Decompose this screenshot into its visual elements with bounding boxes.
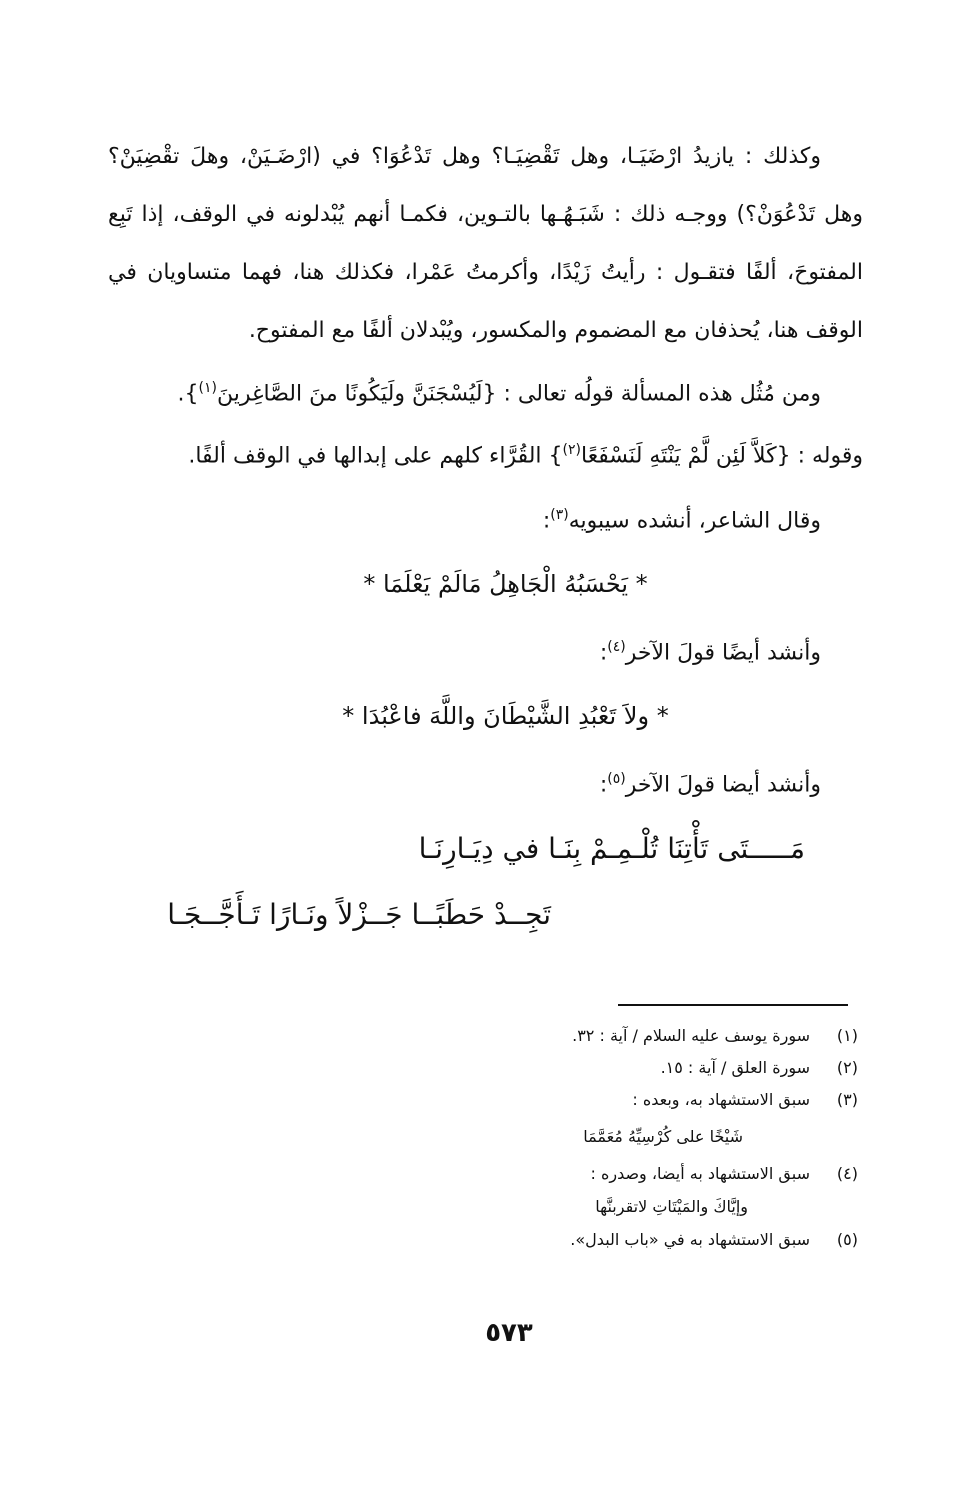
quran-quote-1: ومن مُثُل هذه المسألة قولُه تعالى : {لَيُسْجَنَنَّ ولَيَكُونًا منَ الصَّاغِرينَ	[217, 381, 821, 407]
footnote-3-text: سبق الاستشهاد به، وبعده :	[632, 1090, 810, 1109]
footnote-ref-4: (٤)	[607, 638, 626, 655]
footnote-1	[98, 1020, 858, 1052]
footnote-5	[98, 1224, 858, 1256]
footnote-2-text: سورة العلق / آية : ١٥.	[660, 1058, 810, 1077]
quote-intro-2-text: وأنشد أيضًا قولَ الآخر	[625, 640, 821, 666]
quran-quote-2: وقوله : {كَلاَّ لَئِن لَّمْ يَنْتَهِ لَنَسْفَعًا	[580, 443, 863, 469]
footnote-4	[98, 1158, 858, 1190]
footnote-ref-3: (٣)	[550, 506, 569, 523]
footnote-3-verse: شَيْخًا على كُرْسِيِّهُ مُعَمَّمَا	[583, 1127, 743, 1146]
footnote-3-number: (٣)	[836, 1090, 858, 1109]
footnotes	[98, 1020, 858, 1256]
paragraph-2-line-1	[108, 360, 863, 422]
quran-quote-1-end: }.	[177, 381, 199, 407]
footnote-5-number: (٥)	[836, 1230, 858, 1249]
footnote-4-text: سبق الاستشهاد به أيضا، وصدره :	[590, 1164, 810, 1183]
quote-intro-3-colon: :	[599, 772, 608, 798]
paragraph-2-line-2	[108, 422, 863, 484]
footnote-1-number: (١)	[836, 1026, 858, 1045]
footnote-5-text: سبق الاستشهاد به في «باب البدل».	[570, 1230, 810, 1249]
footnote-2	[98, 1052, 858, 1084]
quote-intro-2	[108, 617, 863, 683]
verse-1: * يَحْسَبُهُ الْجَاهِلُ مَالَمْ يَعْلَمَا *	[363, 569, 648, 598]
quote-intro-1-colon: :	[542, 507, 551, 533]
footnote-4-verse: وإيَّاكَ والمَيْتَاتِ لاتقربنَّها	[595, 1197, 748, 1216]
footnote-ref-1: (١)	[198, 380, 218, 396]
main-text	[108, 128, 863, 948]
footnote-ref-2: (٢)	[562, 442, 581, 459]
poem-line-1: مَـــــتَى تَأْتِنَا تُلْـمِـمْ بِنَـا في دِيَـارِنَـا	[418, 831, 805, 865]
quote-intro-3-text: وأنشد أيضا قولَ الآخر	[625, 772, 821, 798]
quote-intro-1-text: وقال الشاعر، أنشده سيبويه	[568, 507, 821, 533]
quote-intro-2-colon: :	[599, 640, 608, 666]
footnote-4-number: (٤)	[836, 1164, 858, 1183]
quran-quote-2-end: } القُرَّاء كلهم على إبدالها في الوقف ألفًا.	[188, 443, 563, 469]
page-number: ٥٧٣	[485, 1318, 533, 1348]
quote-intro-3	[108, 749, 863, 815]
quote-intro-1	[108, 485, 863, 551]
footnote-3	[98, 1084, 858, 1116]
footnote-1-text: سورة يوسف عليه السلام / آية : ٣٢.	[572, 1026, 810, 1045]
footnote-divider	[618, 1004, 848, 1006]
footnote-ref-5: (٥)	[607, 771, 626, 788]
paragraph-1: وكذلك : يازيدُ ارْضَيَـا، وهل تَقْضِيَـا؟ وهل تَدْعُوَا؟ في (ارْضَـيَنْ، وهلَ تقْضِيَنْ؟ وهل تَدْعُوَنْ؟) ووجـه ذلك : شَبَـهُـها بالتـوين، فكمـا أنهم يُبْدلونه في الوقف، إذا تَبِع المفتوحَ، ألفًا فتقـول : رأيتُ زَيْدًا، وأكرمتُ عَمْرا، فكذلك هنا، فهما متساويان في الوقف هنا، يُحذفان مع المضموم والمكسور، ويُبْدلان ألفًا مع المفتوح.	[108, 144, 863, 343]
poem-line-2: تَجِــدْ حَطَبًــا جَــزْلاً ونَـارًا تَـأَجَّــجَـا	[167, 897, 551, 931]
footnote-2-number: (٢)	[836, 1058, 858, 1077]
verse-2: * ولاَ تَعْبُدِ الشَّيْطَانَ واللَّهَ فاعْبُدَا *	[342, 702, 669, 731]
